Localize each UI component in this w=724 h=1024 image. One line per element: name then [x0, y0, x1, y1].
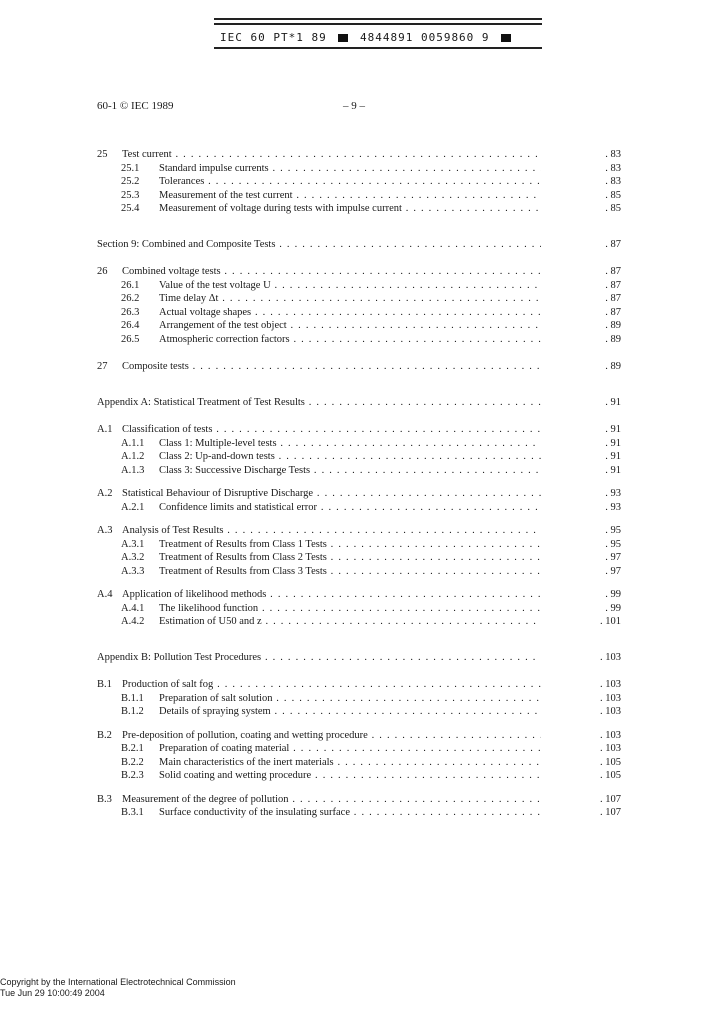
toc-entry-number: 26.1	[121, 279, 140, 291]
barcode-block-icon	[338, 34, 348, 42]
toc-entry-title: Pre-deposition of pollution, coating and wetting procedure . . .	[122, 729, 541, 743]
document-code-prefix: IEC 60 PT*1 89	[220, 30, 327, 44]
toc-entry-page: . 97	[605, 552, 621, 563]
toc-entry-title: Estimation of U50 and z . . .	[159, 615, 541, 629]
toc-entry-number: 26.4	[121, 320, 140, 331]
toc-entry-number: A.3	[97, 525, 113, 536]
toc-entry-title: Atmospheric correction factors . . .	[159, 333, 541, 347]
toc-entry-page: . 103	[600, 679, 621, 690]
toc-entry-number: A.3.1	[121, 538, 145, 550]
toc-entry-title: Analysis of Test Results . . .	[122, 524, 541, 538]
toc-entry	[97, 588, 621, 602]
toc-entry	[97, 538, 621, 552]
toc-entry-title: Application of likelihood methods . . .	[122, 588, 541, 602]
toc-entry-title: Measurement of the degree of pollution . . .	[122, 793, 541, 807]
toc-entry-page: . 91	[605, 424, 621, 435]
toc-entry-number: 25.2	[121, 176, 140, 187]
toc-entry	[97, 464, 621, 478]
toc-entry-number: A.2	[97, 488, 113, 499]
toc-entry	[97, 423, 621, 437]
toc-entry-page: . 103	[600, 706, 621, 717]
page-number: – 9 –	[343, 100, 365, 112]
copyright-line: Copyright by the International Electrotechnical Commission	[0, 977, 236, 987]
toc-entry	[97, 678, 621, 692]
toc-entry-number: 27	[97, 361, 108, 372]
toc-section-heading	[97, 238, 621, 252]
toc-entry	[97, 756, 621, 770]
toc-entry-number: A.4.1	[121, 602, 145, 614]
toc-entry-number: B.2.1	[121, 743, 144, 754]
toc-entry-title: Treatment of Results from Class 3 Tests . . .	[159, 565, 541, 579]
toc-appendix-page: . 103	[600, 651, 621, 663]
toc-entry-number: 26.2	[121, 293, 140, 304]
toc-entry-page: . 85	[605, 203, 621, 214]
toc-entry-number: B.1.1	[121, 692, 144, 704]
toc-entry-title: Production of salt fog . . .	[122, 678, 541, 692]
table-of-contents	[97, 148, 621, 820]
toc-entry	[97, 437, 621, 451]
toc-entry-page: . 83	[605, 149, 621, 160]
toc-entry-title: Preparation of salt solution . . .	[159, 692, 541, 706]
toc-entry	[97, 793, 621, 807]
copyright-footer	[0, 977, 236, 999]
toc-section-title: Section 9: Combined and Composite Tests . . .	[97, 238, 541, 252]
toc-entry-page: . 89	[605, 361, 621, 372]
toc-entry	[97, 602, 621, 616]
toc-entry-title: Surface conductivity of the insulating surface . . .	[159, 806, 541, 820]
toc-entry	[97, 360, 621, 374]
toc-section-page: . 87	[605, 238, 621, 250]
toc-entry-title: Details of spraying system . . .	[159, 705, 541, 719]
toc-entry	[97, 806, 621, 820]
toc-appendix-title: Appendix A: Statistical Treatment of Test Results . . .	[97, 396, 541, 410]
toc-entry	[97, 501, 621, 515]
toc-entry-title: Time delay Δt . . .	[159, 292, 541, 306]
toc-entry-number: 25.3	[121, 189, 140, 201]
toc-entry-number: A.3.3	[121, 565, 145, 577]
toc-entry-page: . 97	[605, 565, 621, 577]
toc-entry	[97, 333, 621, 347]
toc-entry	[97, 729, 621, 743]
toc-entry	[97, 265, 621, 279]
toc-entry	[97, 524, 621, 538]
toc-entry-page: . 91	[605, 451, 621, 462]
toc-entry-title: Class 3: Successive Discharge Tests . . .	[159, 464, 541, 478]
toc-entry-page: . 99	[605, 589, 621, 600]
toc-entry-number: B.2.3	[121, 770, 144, 781]
toc-entry	[97, 615, 621, 629]
toc-entry-page: . 105	[600, 756, 621, 768]
toc-appendix-page: . 91	[605, 396, 621, 408]
toc-appendix-title: Appendix B: Pollution Test Procedures . . .	[97, 651, 541, 665]
toc-entry	[97, 742, 621, 756]
document-code	[214, 28, 542, 47]
toc-entry	[97, 487, 621, 501]
toc-entry-page: . 83	[605, 162, 621, 174]
toc-entry-title: Measurement of voltage during tests with impulse current . . .	[159, 202, 541, 216]
toc-entry-page: . 83	[605, 176, 621, 187]
toc-entry	[97, 319, 621, 333]
toc-entry	[97, 292, 621, 306]
toc-entry-number: A.4	[97, 589, 113, 600]
banner-rule-bottom	[214, 47, 542, 49]
toc-entry	[97, 705, 621, 719]
toc-entry-title: Combined voltage tests . . .	[122, 265, 541, 279]
toc-entry-title: Test current . . .	[122, 148, 541, 162]
toc-entry-number: 26	[97, 266, 108, 277]
toc-entry-title: Composite tests . . .	[122, 360, 541, 374]
toc-entry	[97, 450, 621, 464]
toc-entry-page: . 91	[605, 437, 621, 449]
toc-entry-page: . 103	[600, 692, 621, 704]
toc-entry-page: . 99	[605, 602, 621, 614]
toc-entry-number: A.1.2	[121, 451, 145, 462]
toc-entry-title: Classification of tests . . .	[122, 423, 541, 437]
toc-entry-page: . 87	[605, 266, 621, 277]
toc-entry-number: B.2.2	[121, 756, 144, 768]
toc-entry-title: Preparation of coating material . . .	[159, 742, 541, 756]
toc-entry-title: Tolerances . . .	[159, 175, 541, 189]
toc-entry-title: Arrangement of the test object . . .	[159, 319, 541, 333]
toc-entry-page: . 93	[605, 488, 621, 499]
toc-entry-page: . 101	[600, 616, 621, 627]
document-code-banner	[214, 18, 542, 52]
toc-entry-page: . 91	[605, 464, 621, 476]
toc-entry	[97, 306, 621, 320]
toc-entry-number: B.1	[97, 679, 112, 690]
toc-entry-number: A.1.1	[121, 437, 145, 449]
toc-entry	[97, 565, 621, 579]
toc-entry-number: A.4.2	[121, 616, 145, 627]
toc-entry	[97, 279, 621, 293]
toc-entry-page: . 87	[605, 306, 621, 318]
toc-entry-title: Class 1: Multiple-level tests . . .	[159, 437, 541, 451]
toc-entry-page: . 87	[605, 279, 621, 291]
toc-entry-title: Value of the test voltage U . . .	[159, 279, 541, 293]
toc-entry-page: . 103	[600, 743, 621, 754]
timestamp-line: Tue Jun 29 10:00:49 2004	[0, 988, 105, 998]
toc-entry-title: Treatment of Results from Class 2 Tests . . .	[159, 551, 541, 565]
toc-entry-page: . 89	[605, 320, 621, 331]
toc-entry-page: . 103	[600, 729, 621, 741]
toc-entry-number: A.1.3	[121, 464, 145, 476]
toc-entry-title: Confidence limits and statistical error . . .	[159, 501, 541, 515]
toc-entry-title: Class 2: Up-and-down tests . . .	[159, 450, 541, 464]
toc-entry-number: A.1	[97, 424, 113, 435]
toc-entry	[97, 202, 621, 216]
toc-entry	[97, 692, 621, 706]
toc-entry-number: B.1.2	[121, 706, 144, 717]
toc-entry	[97, 551, 621, 565]
page-header-standard: 60-1 © IEC 1989	[97, 100, 174, 112]
toc-entry-title: Treatment of Results from Class 1 Tests . . .	[159, 538, 541, 552]
toc-entry-page: . 87	[605, 293, 621, 304]
toc-entry-number: A.2.1	[121, 501, 145, 513]
toc-entry-number: 26.5	[121, 333, 140, 345]
toc-entry-title: Statistical Behaviour of Disruptive Discharge . . .	[122, 487, 541, 501]
toc-entry	[97, 189, 621, 203]
banner-rule-top-thick	[214, 23, 542, 25]
toc-entry-page: . 93	[605, 501, 621, 513]
toc-entry-page: . 85	[605, 189, 621, 201]
toc-entry-number: B.2	[97, 729, 112, 741]
toc-entry-number: A.3.2	[121, 552, 145, 563]
toc-entry-number: 25.4	[121, 203, 140, 214]
toc-entry-title: Standard impulse currents . . .	[159, 162, 541, 176]
toc-entry-number: 25.1	[121, 162, 140, 174]
toc-entry	[97, 175, 621, 189]
toc-entry	[97, 148, 621, 162]
toc-entry-title: Measurement of the test current . . .	[159, 189, 541, 203]
document-code-suffix: 4844891 0059860 9	[359, 30, 490, 44]
toc-entry	[97, 769, 621, 783]
toc-entry	[97, 162, 621, 176]
toc-entry-number: 25	[97, 149, 108, 160]
toc-entry-title: The likelihood function . . .	[159, 602, 541, 616]
toc-appendix-heading	[97, 396, 621, 410]
toc-entry-page: . 89	[605, 333, 621, 345]
barcode-block-icon	[501, 34, 511, 42]
toc-entry-number: B.3	[97, 793, 112, 805]
toc-entry-page: . 105	[600, 770, 621, 781]
toc-entry-page: . 107	[600, 807, 621, 818]
toc-entry-page: . 95	[605, 525, 621, 536]
toc-entry-number: 26.3	[121, 306, 140, 318]
toc-entry-number: B.3.1	[121, 807, 144, 818]
banner-rule-top	[214, 18, 542, 20]
toc-entry-title: Solid coating and wetting procedure . . .	[159, 769, 541, 783]
toc-entry-title: Main characteristics of the inert materials . . .	[159, 756, 541, 770]
toc-entry-title: Actual voltage shapes . . .	[159, 306, 541, 320]
toc-appendix-heading	[97, 651, 621, 665]
toc-entry-page: . 107	[600, 793, 621, 805]
toc-entry-page: . 95	[605, 538, 621, 550]
